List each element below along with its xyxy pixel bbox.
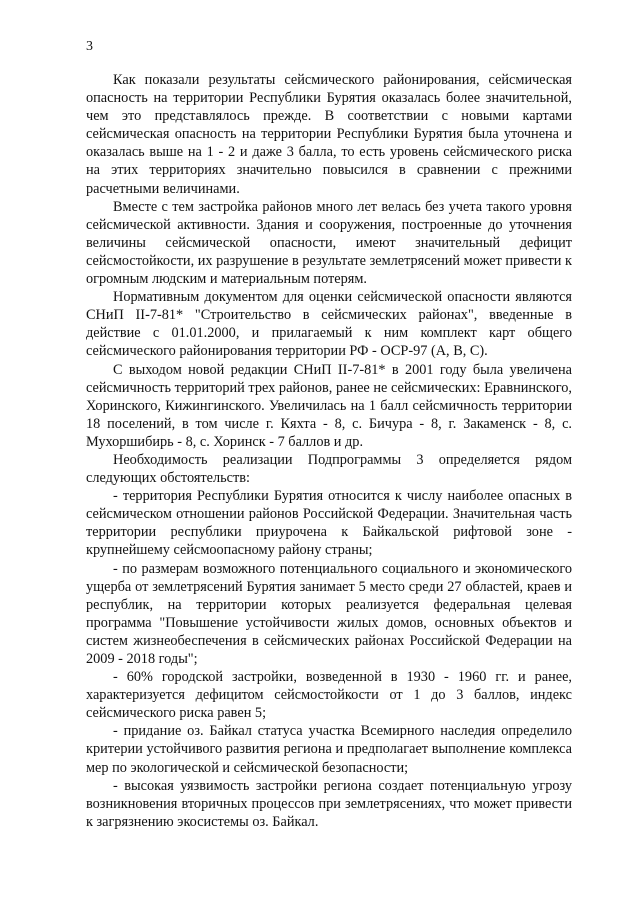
- paragraph-snip-revision: С выходом новой редакции СНиП II-7-81* в 2001 году была увеличена сейсмичность территорий трех районов, ранее не сейсмических: Еравнинского, Хоринского, Кижингинского. Увеличилась на 1 балл сейсмичность территории 18 поселений, в том числе г. Кяхта - 8, с. Бичура - 8, г. Закаменск - 8, с. Мухоршибирь - 8, с. Хоринск - 7 баллов и др.: [86, 361, 572, 450]
- page-number: 3: [86, 39, 93, 54]
- paragraph-building-deficit: Вместе с тем застройка районов много лет велась без учета такого уровня сейсмической активности. Здания и сооружения, построенные до уточнения величины сейсмической опасности, имеют значительный дефицит сейсмостойкости, их разрушение в результате землетрясений может привести к огромным людским и материальным потерям.: [86, 198, 572, 288]
- paragraph-seismic-zoning: Как показали результаты сейсмического районирования, сейсмическая опасность на территории Республики Бурятия оказалась более значительной, чем это представлялось прежде. В соответствии с новыми картами сейсмическая опасность на территории Республики Бурятия была уточнена и оказалась выше на 1 - 2 и даже 3 балла, то есть уровень сейсмического риска на этих территориях значительно повысился в сравнении с прежними расчетными величинами.: [86, 72, 572, 197]
- list-item-baikal-rift-zone: - территория Республики Бурятия относится к числу наиболее опасных в сейсмическом отношении районов Российской Федерации. Значительная часть территории республики приурочена к Байкальской рифтовой зоне - крупнейшему сейсмоопасному району страны;: [86, 488, 572, 559]
- paragraph-subprogram-necessity: Необходимость реализации Подпрограммы 3 определяется рядом следующих обстоятельств:: [86, 451, 572, 487]
- paragraph-normative-document: Нормативным документом для оценки сейсмической опасности являются СНиП II-7-81* "Строительство в сейсмических районах", введенные в действие с 01.01.2000, и прилагаемый к ним комплект карт общего сейсмического районирования территории РФ - ОСР-97 (А, В, С).: [86, 289, 572, 360]
- document-body: [86, 71, 572, 831]
- list-item-world-heritage: - придание оз. Байкал статуса участка Всемирного наследия определило критерии устойчивого развития региона и предполагает выполнение комплекса мер по экологической и сейсмической безопасности;: [86, 723, 572, 776]
- list-item-ecosystem-threat: - высокая уязвимость застройки региона создает потенциальную угрозу возникновения вторичных процессов при землетрясениях, что может привести к загрязнению экосистемы оз. Байкал.: [86, 777, 572, 830]
- list-item-urban-buildings: - 60% городской застройки, возведенной в 1930 - 1960 гг. и ранее, характеризуется дефицитом сейсмостойкости от 1 до 3 баллов, индекс сейсмического риска равен 5;: [86, 669, 572, 722]
- list-item-damage-ranking: - по размерам возможного потенциального социального и экономического ущерба от землетрясений Бурятия занимает 5 место среди 27 областей, краев и республик, на территории которых реализуется федеральная целевая программа "Повышение устойчивости жилых домов, основных объектов и систем жизнеобеспечения в сейсмических районах Российской Федерации на 2009 - 2018 годы";: [86, 560, 572, 667]
